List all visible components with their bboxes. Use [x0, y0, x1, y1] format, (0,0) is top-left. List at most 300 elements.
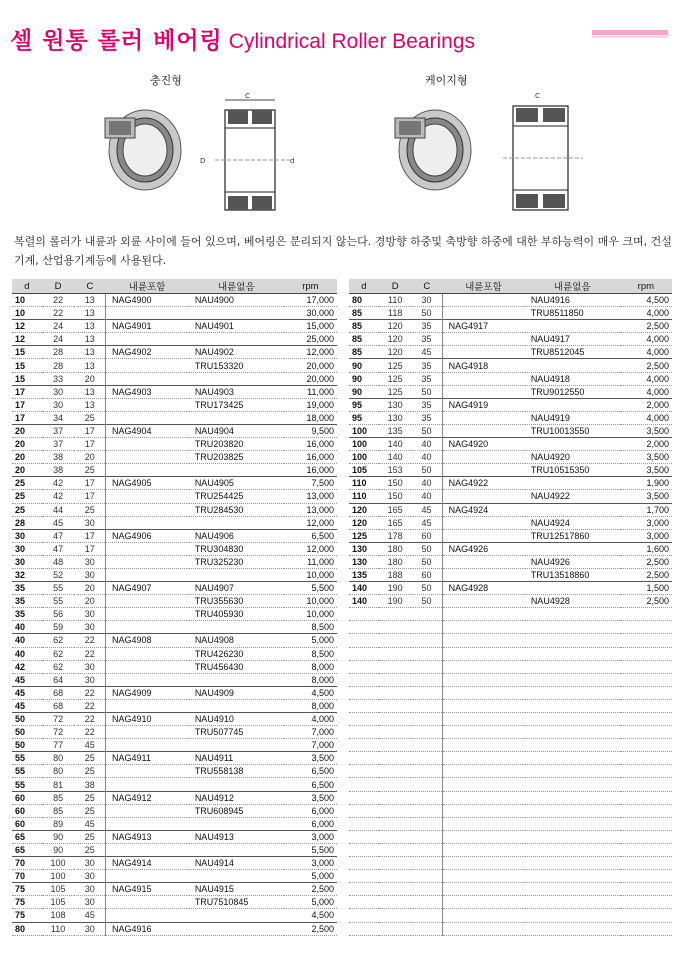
table-cell-empty	[620, 686, 672, 699]
table-cell: 4,000	[620, 372, 672, 385]
table-row	[12, 411, 337, 424]
table-cell: 65	[12, 843, 42, 856]
table-cell: 8,000	[284, 699, 337, 712]
table-cell: 52	[42, 568, 75, 581]
table-cell: 22	[74, 634, 105, 647]
table-cell	[105, 870, 188, 883]
table-cell-empty	[620, 752, 672, 765]
table-cell: 2,500	[620, 568, 672, 581]
table-row	[349, 438, 672, 451]
table-cell-empty	[442, 817, 525, 830]
table-cell-empty	[379, 857, 412, 870]
table-cell: 90	[349, 385, 379, 398]
table-cell: NAG4900	[105, 294, 188, 307]
table-row	[12, 359, 337, 372]
table-row	[12, 870, 337, 883]
table-row	[12, 791, 337, 804]
table-cell-empty	[379, 608, 412, 621]
table-cell: 25,000	[284, 333, 337, 346]
table-cell: 30	[411, 294, 442, 307]
table-cell	[442, 385, 525, 398]
table-cell	[442, 451, 525, 464]
table-cell	[442, 333, 525, 346]
table-cell-empty	[349, 765, 379, 778]
table-cell: 16,000	[284, 438, 337, 451]
table-cell: 120	[349, 516, 379, 529]
table-cell: 4,000	[620, 385, 672, 398]
table-cell	[189, 817, 284, 830]
table-cell: 25	[12, 490, 42, 503]
col-d: d	[349, 279, 379, 294]
table-cell: 35	[411, 398, 442, 411]
table-cell: NAG4928	[442, 582, 525, 595]
table-row	[12, 555, 337, 568]
table-row	[349, 359, 672, 372]
table-cell: 5,500	[284, 582, 337, 595]
table-cell: TRU254425	[189, 490, 284, 503]
table-cell	[105, 621, 188, 634]
table-cell: 6,500	[284, 765, 337, 778]
table-row-empty	[349, 765, 672, 778]
table-cell-empty	[411, 791, 442, 804]
table-cell: TRU304830	[189, 542, 284, 555]
table-cell: TRU173425	[189, 398, 284, 411]
table-cell-empty	[525, 608, 620, 621]
table-cell	[189, 843, 284, 856]
table-cell: 90	[349, 359, 379, 372]
table-cell: NAU4919	[525, 411, 620, 424]
table-cell: NAG4906	[105, 529, 188, 542]
table-cell: 125	[349, 529, 379, 542]
table-cell	[189, 922, 284, 935]
table-cell: 3,000	[620, 516, 672, 529]
table-cell: 3,000	[284, 830, 337, 843]
table-cell: 20	[12, 464, 42, 477]
table-cell-empty	[442, 634, 525, 647]
table-cell: 30	[74, 516, 105, 529]
table-cell: NAG4917	[442, 320, 525, 333]
table-row	[12, 817, 337, 830]
table-cell: 140	[379, 438, 412, 451]
table-cell: NAG4904	[105, 424, 188, 437]
table-row	[12, 542, 337, 555]
table-cell: 130	[379, 411, 412, 424]
table-cell: 6,500	[284, 529, 337, 542]
bearing-table-right	[349, 279, 672, 936]
table-cell: 100	[42, 870, 75, 883]
table-cell: 5,500	[284, 843, 337, 856]
table-cell: 8,000	[284, 660, 337, 673]
table-cell	[442, 490, 525, 503]
table-row	[12, 765, 337, 778]
figure-label-full-complement: 충진형	[150, 74, 182, 87]
table-cell: 50	[411, 582, 442, 595]
title-decor-bar	[592, 30, 668, 35]
table-cell: 45	[74, 739, 105, 752]
table-cell: 5,000	[284, 870, 337, 883]
table-cell: 8,500	[284, 647, 337, 660]
table-row	[12, 804, 337, 817]
table-cell-empty	[349, 634, 379, 647]
table-cell: 120	[349, 503, 379, 516]
table-cell-empty	[620, 739, 672, 752]
table-cell: 50	[12, 739, 42, 752]
table-cell: 35	[411, 333, 442, 346]
table-cell: 17	[74, 542, 105, 555]
table-cell: 110	[42, 922, 75, 935]
table-cell-empty	[525, 843, 620, 856]
table-cell: 4,500	[284, 686, 337, 699]
table-cell-empty	[411, 883, 442, 896]
table-cell-empty	[442, 686, 525, 699]
table-cell: 35	[12, 582, 42, 595]
table-cell-empty	[411, 843, 442, 856]
table-cell	[525, 542, 620, 555]
table-cell: 15,000	[284, 320, 337, 333]
table-cell: NAU4908	[189, 634, 284, 647]
table-cell: 3,000	[284, 857, 337, 870]
table-row	[12, 843, 337, 856]
table-cell: 17	[12, 385, 42, 398]
table-row-empty	[349, 778, 672, 791]
table-cell-empty	[525, 817, 620, 830]
table-cell: 140	[349, 582, 379, 595]
table-cell: 17	[12, 411, 42, 424]
table-cell: TRU203820	[189, 438, 284, 451]
table-cell-empty	[411, 647, 442, 660]
table-cell: 65	[12, 830, 42, 843]
table-cell-empty	[442, 752, 525, 765]
table-cell: 25	[12, 503, 42, 516]
table-cell	[105, 739, 188, 752]
table-cell: NAU4900	[189, 294, 284, 307]
table-cell	[105, 542, 188, 555]
table-cell: 95	[349, 398, 379, 411]
table-row-empty	[349, 752, 672, 765]
table-cell: 30	[74, 673, 105, 686]
table-cell-empty	[525, 922, 620, 935]
table-row	[12, 568, 337, 581]
table-cell	[189, 778, 284, 791]
table-cell-empty	[620, 804, 672, 817]
table-cell	[105, 726, 188, 739]
table-cell-empty	[442, 778, 525, 791]
table-cell: 75	[12, 896, 42, 909]
table-row	[349, 568, 672, 581]
table-cell: NAG4913	[105, 830, 188, 843]
table-row	[12, 883, 337, 896]
table-row	[349, 307, 672, 320]
table-cell: 50	[12, 726, 42, 739]
table-cell: 3,500	[620, 424, 672, 437]
table-cell: 2,500	[620, 359, 672, 372]
table-cell: 50	[12, 713, 42, 726]
table-cell: 12,000	[284, 542, 337, 555]
table-cell	[442, 555, 525, 568]
table-cell-empty	[525, 791, 620, 804]
table-cell: 1,700	[620, 503, 672, 516]
table-cell: 25	[74, 804, 105, 817]
table-cell: 70	[12, 870, 42, 883]
svg-text:C: C	[535, 92, 540, 100]
table-cell-empty	[620, 713, 672, 726]
table-cell: 17,000	[284, 294, 337, 307]
table-cell: 125	[379, 372, 412, 385]
table-cell-empty	[379, 883, 412, 896]
table-cell-empty	[442, 791, 525, 804]
col-with-inner-ring: 내륜포함	[442, 279, 525, 294]
table-cell: 5,000	[284, 896, 337, 909]
table-cell: 40	[411, 451, 442, 464]
table-cell: 28	[42, 359, 75, 372]
table-cell: 130	[349, 542, 379, 555]
table-cell: 3,500	[620, 490, 672, 503]
table-cell	[189, 411, 284, 424]
table-cell-empty	[349, 739, 379, 752]
table-cell	[525, 438, 620, 451]
table-cell: 8,500	[284, 621, 337, 634]
table-cell: 4,000	[620, 333, 672, 346]
table-cell-empty	[620, 647, 672, 660]
table-cell: 30,000	[284, 307, 337, 320]
table-cell-empty	[620, 909, 672, 922]
table-cell: 100	[42, 857, 75, 870]
table-row-empty	[349, 686, 672, 699]
title-korean: 셀 원통 롤러 베어링	[10, 28, 223, 54]
figure-label-caged: 케이지형	[425, 74, 468, 87]
table-cell: 80	[12, 922, 42, 935]
table-cell-empty	[525, 739, 620, 752]
table-cell	[189, 568, 284, 581]
table-cell-empty	[379, 634, 412, 647]
table-cell	[442, 464, 525, 477]
table-cell-empty	[379, 752, 412, 765]
table-cell: 20	[74, 582, 105, 595]
table-cell	[105, 843, 188, 856]
table-cell: 17	[74, 438, 105, 451]
table-cell-empty	[442, 699, 525, 712]
table-cell: 50	[411, 595, 442, 608]
table-cell	[105, 359, 188, 372]
table-cell: 20	[74, 595, 105, 608]
title-decor-bar-thin	[592, 36, 668, 38]
table-cell	[189, 909, 284, 922]
table-cell-empty	[620, 896, 672, 909]
table-cell	[525, 320, 620, 333]
table-cell: 30	[12, 542, 42, 555]
table-cell-empty	[442, 857, 525, 870]
table-cell: 30	[74, 660, 105, 673]
table-cell: NAG4902	[105, 346, 188, 359]
table-cell: 13	[74, 320, 105, 333]
table-cell: 45	[74, 909, 105, 922]
table-cell-empty	[620, 817, 672, 830]
table-cell: NAG4909	[105, 686, 188, 699]
table-cell-empty	[620, 660, 672, 673]
table-row	[349, 398, 672, 411]
table-cell	[105, 333, 188, 346]
table-row	[12, 372, 337, 385]
table-row	[349, 372, 672, 385]
table-row-empty	[349, 909, 672, 922]
table-cell: 16,000	[284, 451, 337, 464]
table-cell: NAG4911	[105, 752, 188, 765]
table-row-empty	[349, 647, 672, 660]
table-cell: 22	[74, 699, 105, 712]
table-cell-empty	[620, 922, 672, 935]
table-cell: 15	[12, 346, 42, 359]
table-row-empty	[349, 817, 672, 830]
table-row	[349, 516, 672, 529]
table-cell	[105, 411, 188, 424]
table-cell: TRU558138	[189, 765, 284, 778]
table-cell: 50	[411, 542, 442, 555]
table-cell: NAU4907	[189, 582, 284, 595]
table-cell-empty	[411, 909, 442, 922]
table-cell: NAU4901	[189, 320, 284, 333]
table-cell-empty	[349, 647, 379, 660]
page-title	[10, 22, 475, 55]
table-cell: 140	[379, 451, 412, 464]
table-cell: 30	[74, 922, 105, 935]
table-cell-empty	[620, 778, 672, 791]
table-row-empty	[349, 843, 672, 856]
table-cell: 30	[42, 385, 75, 398]
table-cell: 10,000	[284, 595, 337, 608]
table-cell: 2,000	[620, 438, 672, 451]
table-cell	[442, 424, 525, 437]
table-cell: 12	[12, 333, 42, 346]
table-cell-empty	[525, 883, 620, 896]
table-row	[12, 621, 337, 634]
table-row	[349, 294, 672, 307]
table-cell: 25	[74, 411, 105, 424]
table-cell: 2,500	[284, 883, 337, 896]
table-cell	[105, 372, 188, 385]
table-cell: NAG4903	[105, 385, 188, 398]
table-cell	[105, 673, 188, 686]
table-cell: 180	[379, 555, 412, 568]
table-cell: 1,600	[620, 542, 672, 555]
table-cell	[105, 804, 188, 817]
table-row	[349, 320, 672, 333]
table-cell: 55	[42, 595, 75, 608]
table-cell: 34	[42, 411, 75, 424]
table-cell: TRU7510845	[189, 896, 284, 909]
table-cell	[105, 568, 188, 581]
table-row	[12, 857, 337, 870]
table-cell-empty	[442, 909, 525, 922]
table-cell: 22	[74, 686, 105, 699]
table-cell-empty	[349, 608, 379, 621]
table-cell: 6,000	[284, 804, 337, 817]
table-cell	[442, 568, 525, 581]
table-cell-empty	[525, 830, 620, 843]
table-cell	[442, 595, 525, 608]
table-cell: 85	[349, 346, 379, 359]
table-cell-empty	[411, 713, 442, 726]
table-cell-empty	[442, 870, 525, 883]
table-cell: 60	[12, 791, 42, 804]
table-cell-empty	[525, 647, 620, 660]
bearing-full-complement-drawing-icon	[95, 88, 310, 218]
table-cell: 3,500	[620, 464, 672, 477]
table-cell: 40	[12, 634, 42, 647]
table-row	[349, 464, 672, 477]
table-cell-empty	[349, 752, 379, 765]
table-cell-empty	[525, 752, 620, 765]
table-cell-empty	[379, 778, 412, 791]
table-cell	[105, 778, 188, 791]
table-cell-empty	[411, 857, 442, 870]
table-cell: 7,000	[284, 739, 337, 752]
table-cell: 62	[42, 660, 75, 673]
bearing-table-left	[12, 279, 337, 936]
table-cell: NAG4914	[105, 857, 188, 870]
table-cell: 81	[42, 778, 75, 791]
table-cell-empty	[620, 791, 672, 804]
table-cell: 130	[349, 555, 379, 568]
table-cell: 40	[411, 438, 442, 451]
table-cell-empty	[379, 647, 412, 660]
table-row-empty	[349, 804, 672, 817]
table-cell: NAU4903	[189, 385, 284, 398]
table-cell: 45	[411, 503, 442, 516]
table-cell: 135	[349, 568, 379, 581]
table-row	[349, 582, 672, 595]
table-cell: 90	[42, 830, 75, 843]
table-cell: NAG4901	[105, 320, 188, 333]
table-cell-empty	[349, 922, 379, 935]
table-cell: 13	[74, 333, 105, 346]
table-row-empty	[349, 791, 672, 804]
table-cell-empty	[525, 713, 620, 726]
table-cell: 50	[411, 385, 442, 398]
table-cell: TRU10013550	[525, 424, 620, 437]
table-cell: 38	[42, 464, 75, 477]
table-row-empty	[349, 699, 672, 712]
table-cell: 12,000	[284, 516, 337, 529]
table-cell-empty	[411, 673, 442, 686]
table-cell-empty	[620, 870, 672, 883]
table-cell-empty	[525, 699, 620, 712]
table-cell-empty	[411, 830, 442, 843]
table-cell-empty	[411, 922, 442, 935]
table-row	[12, 477, 337, 490]
table-cell: TRU8512045	[525, 346, 620, 359]
table-cell-empty	[349, 883, 379, 896]
table-cell: 55	[12, 752, 42, 765]
table-cell: NAG4916	[105, 922, 188, 935]
table-cell-empty	[379, 896, 412, 909]
table-cell: 55	[12, 765, 42, 778]
table-cell-empty	[379, 804, 412, 817]
table-cell: 100	[349, 424, 379, 437]
table-cell: NAU4924	[525, 516, 620, 529]
table-cell-empty	[525, 804, 620, 817]
table-cell-empty	[442, 726, 525, 739]
table-cell-empty	[411, 804, 442, 817]
table-cell: 45	[12, 673, 42, 686]
table-cell: 7,500	[284, 477, 337, 490]
table-row	[349, 542, 672, 555]
table-cell: NAU4906	[189, 529, 284, 542]
table-cell-empty	[442, 647, 525, 660]
table-row	[349, 555, 672, 568]
table-cell: 24	[42, 320, 75, 333]
col-without-inner-ring: 내륜없음	[525, 279, 620, 294]
table-cell	[525, 477, 620, 490]
